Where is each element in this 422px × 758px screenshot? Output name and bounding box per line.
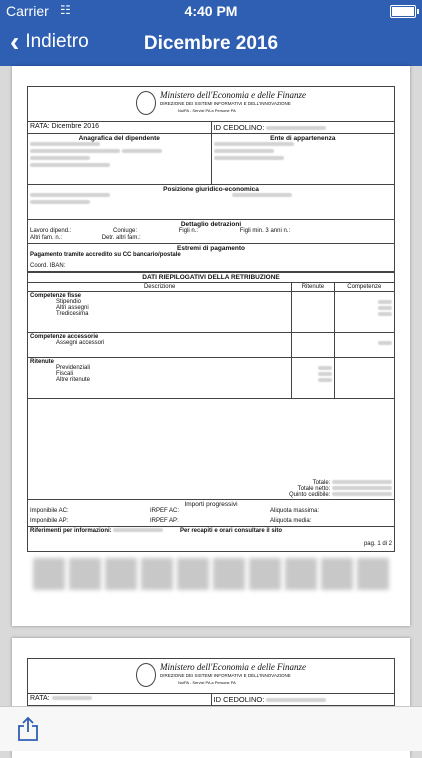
anagrafica-heading: Anagrafica del dipendente <box>78 135 160 142</box>
emblem-icon <box>136 663 156 687</box>
importi-cell <box>28 500 395 527</box>
dettaglio-cell <box>28 220 395 244</box>
posizione-cell <box>28 185 395 220</box>
redacted <box>318 366 332 370</box>
irpef-ac: IRPEF AC: <box>150 508 180 514</box>
department-sub: NoiPA - Servizi PA a Persone PA <box>178 108 236 113</box>
redacted-footer <box>27 552 395 596</box>
imponibile-ac: Imponibile AC: <box>30 508 69 514</box>
descrizione-header: Descrizione <box>28 283 292 292</box>
redacted <box>266 126 326 130</box>
back-label: Indietro <box>25 31 89 52</box>
bottom-toolbar <box>0 706 422 751</box>
ritenute-cell <box>28 358 292 399</box>
estremi-heading: Estremi di pagamento <box>177 245 245 252</box>
redacted <box>113 528 163 532</box>
ente-heading: Ente di appartenenza <box>270 135 336 142</box>
totale-netto-text: Totale netto: <box>297 486 331 492</box>
iban-label: Coord. IBAN: <box>30 263 66 269</box>
ritenute-value <box>292 358 334 399</box>
altri-assegni-label: Altri assegni <box>56 305 89 311</box>
figli3-label: Figli min. 3 anni n.: <box>239 228 291 234</box>
pagamento-text: Pagamento tramite accredito su CC bancario/postale <box>30 252 181 258</box>
redacted <box>378 306 392 310</box>
redacted <box>122 149 162 153</box>
aliquota-media: Aliquota media: <box>270 518 312 524</box>
document-page <box>12 66 410 626</box>
status-bar <box>0 0 422 22</box>
ente-cell <box>211 134 395 185</box>
share-icon[interactable] <box>16 716 40 742</box>
importi-heading: Importi progressivi <box>184 501 238 508</box>
competenze-value <box>334 358 394 399</box>
ministry-name: Ministero dell'Economia e delle Finanze <box>160 90 307 100</box>
tredicesima-label: Tredicesima <box>56 311 89 317</box>
competenze-accessorie-cell <box>28 333 292 358</box>
competenze-value <box>334 333 394 358</box>
detr-label: Detr. altri fam.: <box>101 235 141 241</box>
department-name: DIREZIONE DEI SISTEMI INFORMATIVI E DELL'INNOVAZIONE <box>160 673 291 678</box>
imponibile-ap: Imponibile AP: <box>30 518 69 524</box>
dettaglio-heading: Dettaglio detrazioni <box>180 221 242 228</box>
redacted <box>266 698 326 702</box>
ritenute-value <box>292 333 334 358</box>
competenze-header: Competenze <box>334 283 394 292</box>
document-viewer[interactable] <box>0 66 422 706</box>
estremi-cell <box>28 244 395 272</box>
id-cedolino-label: ID CEDOLINO: <box>213 123 265 132</box>
lavoro-label: Lavoro dipend.: <box>30 228 72 234</box>
department-name: DIREZIONE DEI SISTEMI INFORMATIVI E DELL'INNOVAZIONE <box>160 101 291 106</box>
totale-text: Totale: <box>312 480 331 486</box>
payslip-header <box>27 86 395 121</box>
department-sub: NoiPA - Servizi PA a Persone PA <box>178 680 236 685</box>
back-button[interactable] <box>10 26 89 57</box>
rata-label: RATA: <box>30 695 50 702</box>
ritenute-header: Ritenute <box>292 283 334 292</box>
wifi-icon: ☷ <box>60 3 71 17</box>
payslip <box>27 86 395 596</box>
redacted <box>378 312 392 316</box>
redacted <box>332 492 392 496</box>
ritenute-value <box>292 292 334 333</box>
assegni-accessori-label: Assegni accessori <box>56 340 105 346</box>
redacted <box>232 193 292 197</box>
nav-bar <box>0 22 422 66</box>
aliquota-max: Aliquota massima: <box>270 508 320 514</box>
chevron-left-icon: ‹ <box>10 26 20 57</box>
riepilogo-table <box>27 272 395 552</box>
riferimenti-label: Riferimenti per informazioni: <box>30 528 112 534</box>
altri-label: Altri fam. n.: <box>30 235 63 241</box>
quinto-label <box>30 492 392 498</box>
redacted <box>30 149 120 153</box>
redacted <box>30 142 100 146</box>
redacted <box>30 163 110 167</box>
anagrafica-cell <box>28 134 212 185</box>
previdenziali-label: Previdenziali <box>56 365 91 371</box>
redacted <box>318 372 332 376</box>
redacted <box>30 156 90 160</box>
redacted <box>30 200 90 204</box>
competenze-fisse-label: Competenze fisse <box>30 293 82 299</box>
riepilogo-heading: DATI RIEPILOGATIVI DELLA RETRIBUZIONE <box>28 273 395 283</box>
competenze-value <box>334 292 394 333</box>
rata <box>28 694 212 706</box>
quinto-text: Quinto cedibile: <box>288 492 331 498</box>
totali-cell <box>28 399 395 500</box>
fiscali-label: Fiscali <box>56 371 74 377</box>
payslip-header <box>27 658 395 693</box>
redacted <box>332 486 392 490</box>
id-cedolino <box>211 122 395 134</box>
redacted <box>214 142 294 146</box>
figli-label: Figli n.: <box>178 228 199 234</box>
redacted <box>332 480 392 484</box>
altre-ritenute-label: Altre ritenute <box>56 377 91 383</box>
ministry-name: Ministero dell'Economia e delle Finanze <box>160 662 307 672</box>
redacted <box>378 341 392 345</box>
carrier-label: Carrier <box>6 3 49 19</box>
payslip-table <box>27 121 395 272</box>
redacted <box>318 378 332 382</box>
stipendio-label: Stipendio <box>56 299 82 305</box>
redacted <box>30 193 110 197</box>
id-cedolino-label: ID CEDOLINO: <box>213 695 265 704</box>
clock: 4:40 PM <box>184 3 238 19</box>
posizione-heading: Posizione giuridico-economica <box>163 186 259 193</box>
page-title: Dicembre 2016 <box>143 33 279 54</box>
competenze-fisse-cell <box>28 292 292 333</box>
redacted <box>214 156 284 160</box>
battery-icon <box>390 5 416 18</box>
competenze-accessorie-label: Competenze accessorie <box>30 334 99 340</box>
irpef-ap: IRPEF AP: <box>150 518 179 524</box>
ritenute-label: Ritenute <box>30 359 54 365</box>
redacted <box>52 696 92 700</box>
riferimenti-cell <box>28 527 395 552</box>
redacted <box>214 149 274 153</box>
coniuge-label: Coniuge: <box>113 228 138 234</box>
page-number: pag. 1 di 2 <box>363 541 392 547</box>
recapiti-label: Per recapiti e orari consultare il sito <box>180 528 283 534</box>
id-cedolino <box>211 694 395 706</box>
rata-label: RATA: Dicembre 2016 <box>30 123 99 130</box>
emblem-icon <box>136 91 156 115</box>
redacted <box>378 300 392 304</box>
rata <box>28 122 212 134</box>
